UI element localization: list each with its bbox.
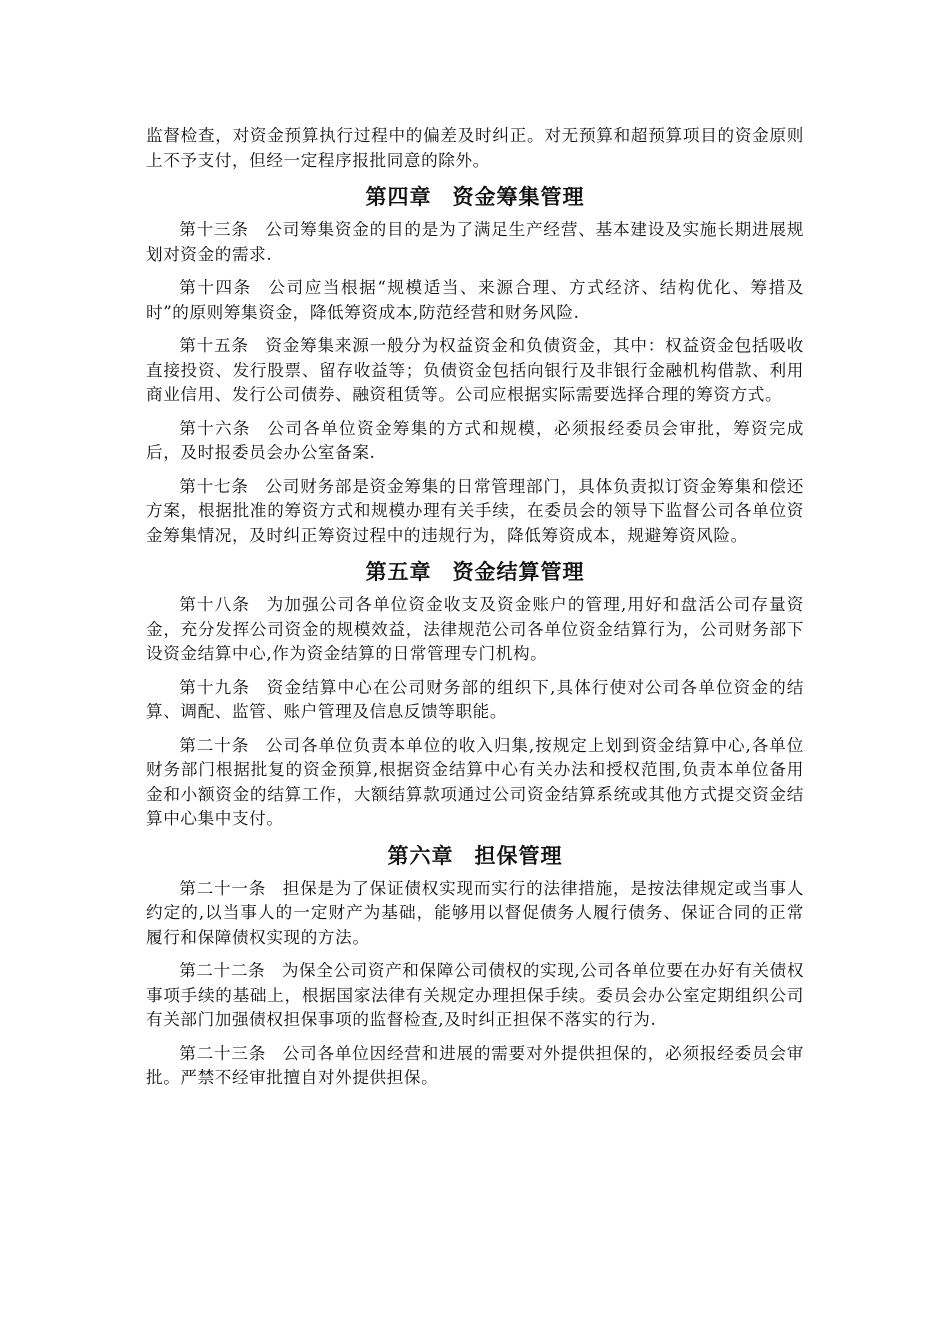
chapter-number: 第五章 — [365, 560, 432, 584]
article-text: 公司各单位负责本单位的收入归集,按规定上划到资金结算中心,各单位财务部门根据批复的资金预算,根据资金结算中心有关办法和授权范围,负责本单位备用金和小额资金的结算工作，大额结算款项通过公司资金结算系统或其他方式提交资金结算中心集中支付。 — [146, 735, 804, 828]
article-paragraph — [146, 877, 804, 951]
article-paragraph — [146, 593, 804, 667]
article-text: 公司筹集资金的目的是为了满足生产经营、基本建设及实施长期进展规划对资金的需求. — [146, 220, 804, 264]
article-paragraph — [146, 334, 804, 408]
chapter-number: 第四章 — [365, 185, 432, 209]
article-paragraph — [146, 734, 804, 832]
chapter-heading — [146, 182, 804, 212]
article-label: 第二十三条 — [179, 1043, 267, 1063]
article-paragraph — [146, 417, 804, 466]
document-page — [146, 124, 804, 1100]
article-text: 公司应当根据“规模适当、来源合理、方式经济、结构优化、筹措及时”的原则筹集资金，降低筹资成本,防范经营和财务风险. — [146, 278, 804, 322]
chapter-title: 担保管理 — [474, 843, 563, 868]
article-text: 公司财务部是资金筹集的日常管理部门，具体负责拟订资金筹集和偿还方案，根据批准的筹资方式和规模办理有关手续，在委员会的领导下监督公司各单位资金筹集情况，及时纠正筹资过程中的违规行为，降低筹资成本，规避筹资风险。 — [146, 476, 804, 545]
article-text: 公司各单位因经营和进展的需要对外提供担保的，必须报经委员会审批。严禁不经审批擅自对外提供担保。 — [146, 1043, 805, 1087]
article-label: 第十五条 — [179, 336, 249, 355]
article-paragraph — [146, 676, 804, 725]
article-text: 资金结算中心在公司财务部的组织下,具体行使对公司各单位资金的结算、调配、监管、账户管理及信息反馈等职能。 — [146, 677, 805, 721]
article-label: 第十六条 — [179, 418, 251, 438]
continuation-paragraph: 监督检查，对资金预算执行过程中的偏差及时纠正。对无预算和超预算项目的资金原则上不予支付，但经一定程序报批同意的除外。 — [146, 126, 804, 170]
chapter-heading — [146, 841, 804, 871]
article-paragraph — [146, 218, 804, 267]
article-text: 公司各单位资金筹集的方式和规模，必须报经委员会审批，筹资完成后，及时报委员会办公室备案. — [146, 418, 804, 462]
article-paragraph — [146, 475, 804, 549]
article-paragraph — [146, 959, 804, 1033]
article-paragraph — [146, 1042, 804, 1091]
article-label: 第十八条 — [179, 595, 251, 614]
article-text: 为保全公司资产和保障公司债权的实现,公司各单位要在办好有关债权事项手续的基础上，根据国家法律有关规定办理担保手续。委员会办公室定期组织公司有关部门加强债权担保事项的监督检查,及时纠正担保不落实的行为. — [146, 961, 805, 1029]
article-paragraph — [146, 276, 804, 325]
chapter-number: 第六章 — [387, 843, 454, 868]
article-label: 第十七条 — [179, 476, 249, 496]
chapter-title: 资金结算管理 — [452, 560, 585, 584]
chapter-heading — [146, 557, 804, 587]
article-text: 担保是为了保证债权实现而实行的法律措施，是按法律规定或当事人约定的,以当事人的一定财产为基础，能够用以督促债务人履行债务、保证合同的正常履行和保障债权实现的方法。 — [146, 878, 805, 947]
article-label: 第二十条 — [179, 735, 250, 755]
article-label: 第二十一条 — [179, 878, 267, 898]
article-text: 为加强公司各单位资金收支及资金账户的管理,用好和盘活公司存量资金，充分发挥公司资金的规模效益，法律规范公司各单位资金结算行为，公司财务部下设资金结算中心,作为资金结算的日常管理专门机构。 — [146, 595, 805, 663]
article-text: 资金筹集来源一般分为权益资金和负债资金，其中：权益资金包括吸收直接投资、发行股票、留存收益等；负债资金包括向银行及非银行金融机构借款、利用商业信用、发行公司债券、融资租赁等。公司应根据实际需要选择合理的筹资方式。 — [146, 336, 804, 404]
article-label: 第十四条 — [179, 278, 252, 297]
article-label: 第十九条 — [179, 677, 251, 697]
chapter-title: 资金筹集管理 — [452, 185, 585, 209]
article-label: 第二十二条 — [179, 961, 266, 980]
article-label: 第十三条 — [179, 220, 249, 239]
